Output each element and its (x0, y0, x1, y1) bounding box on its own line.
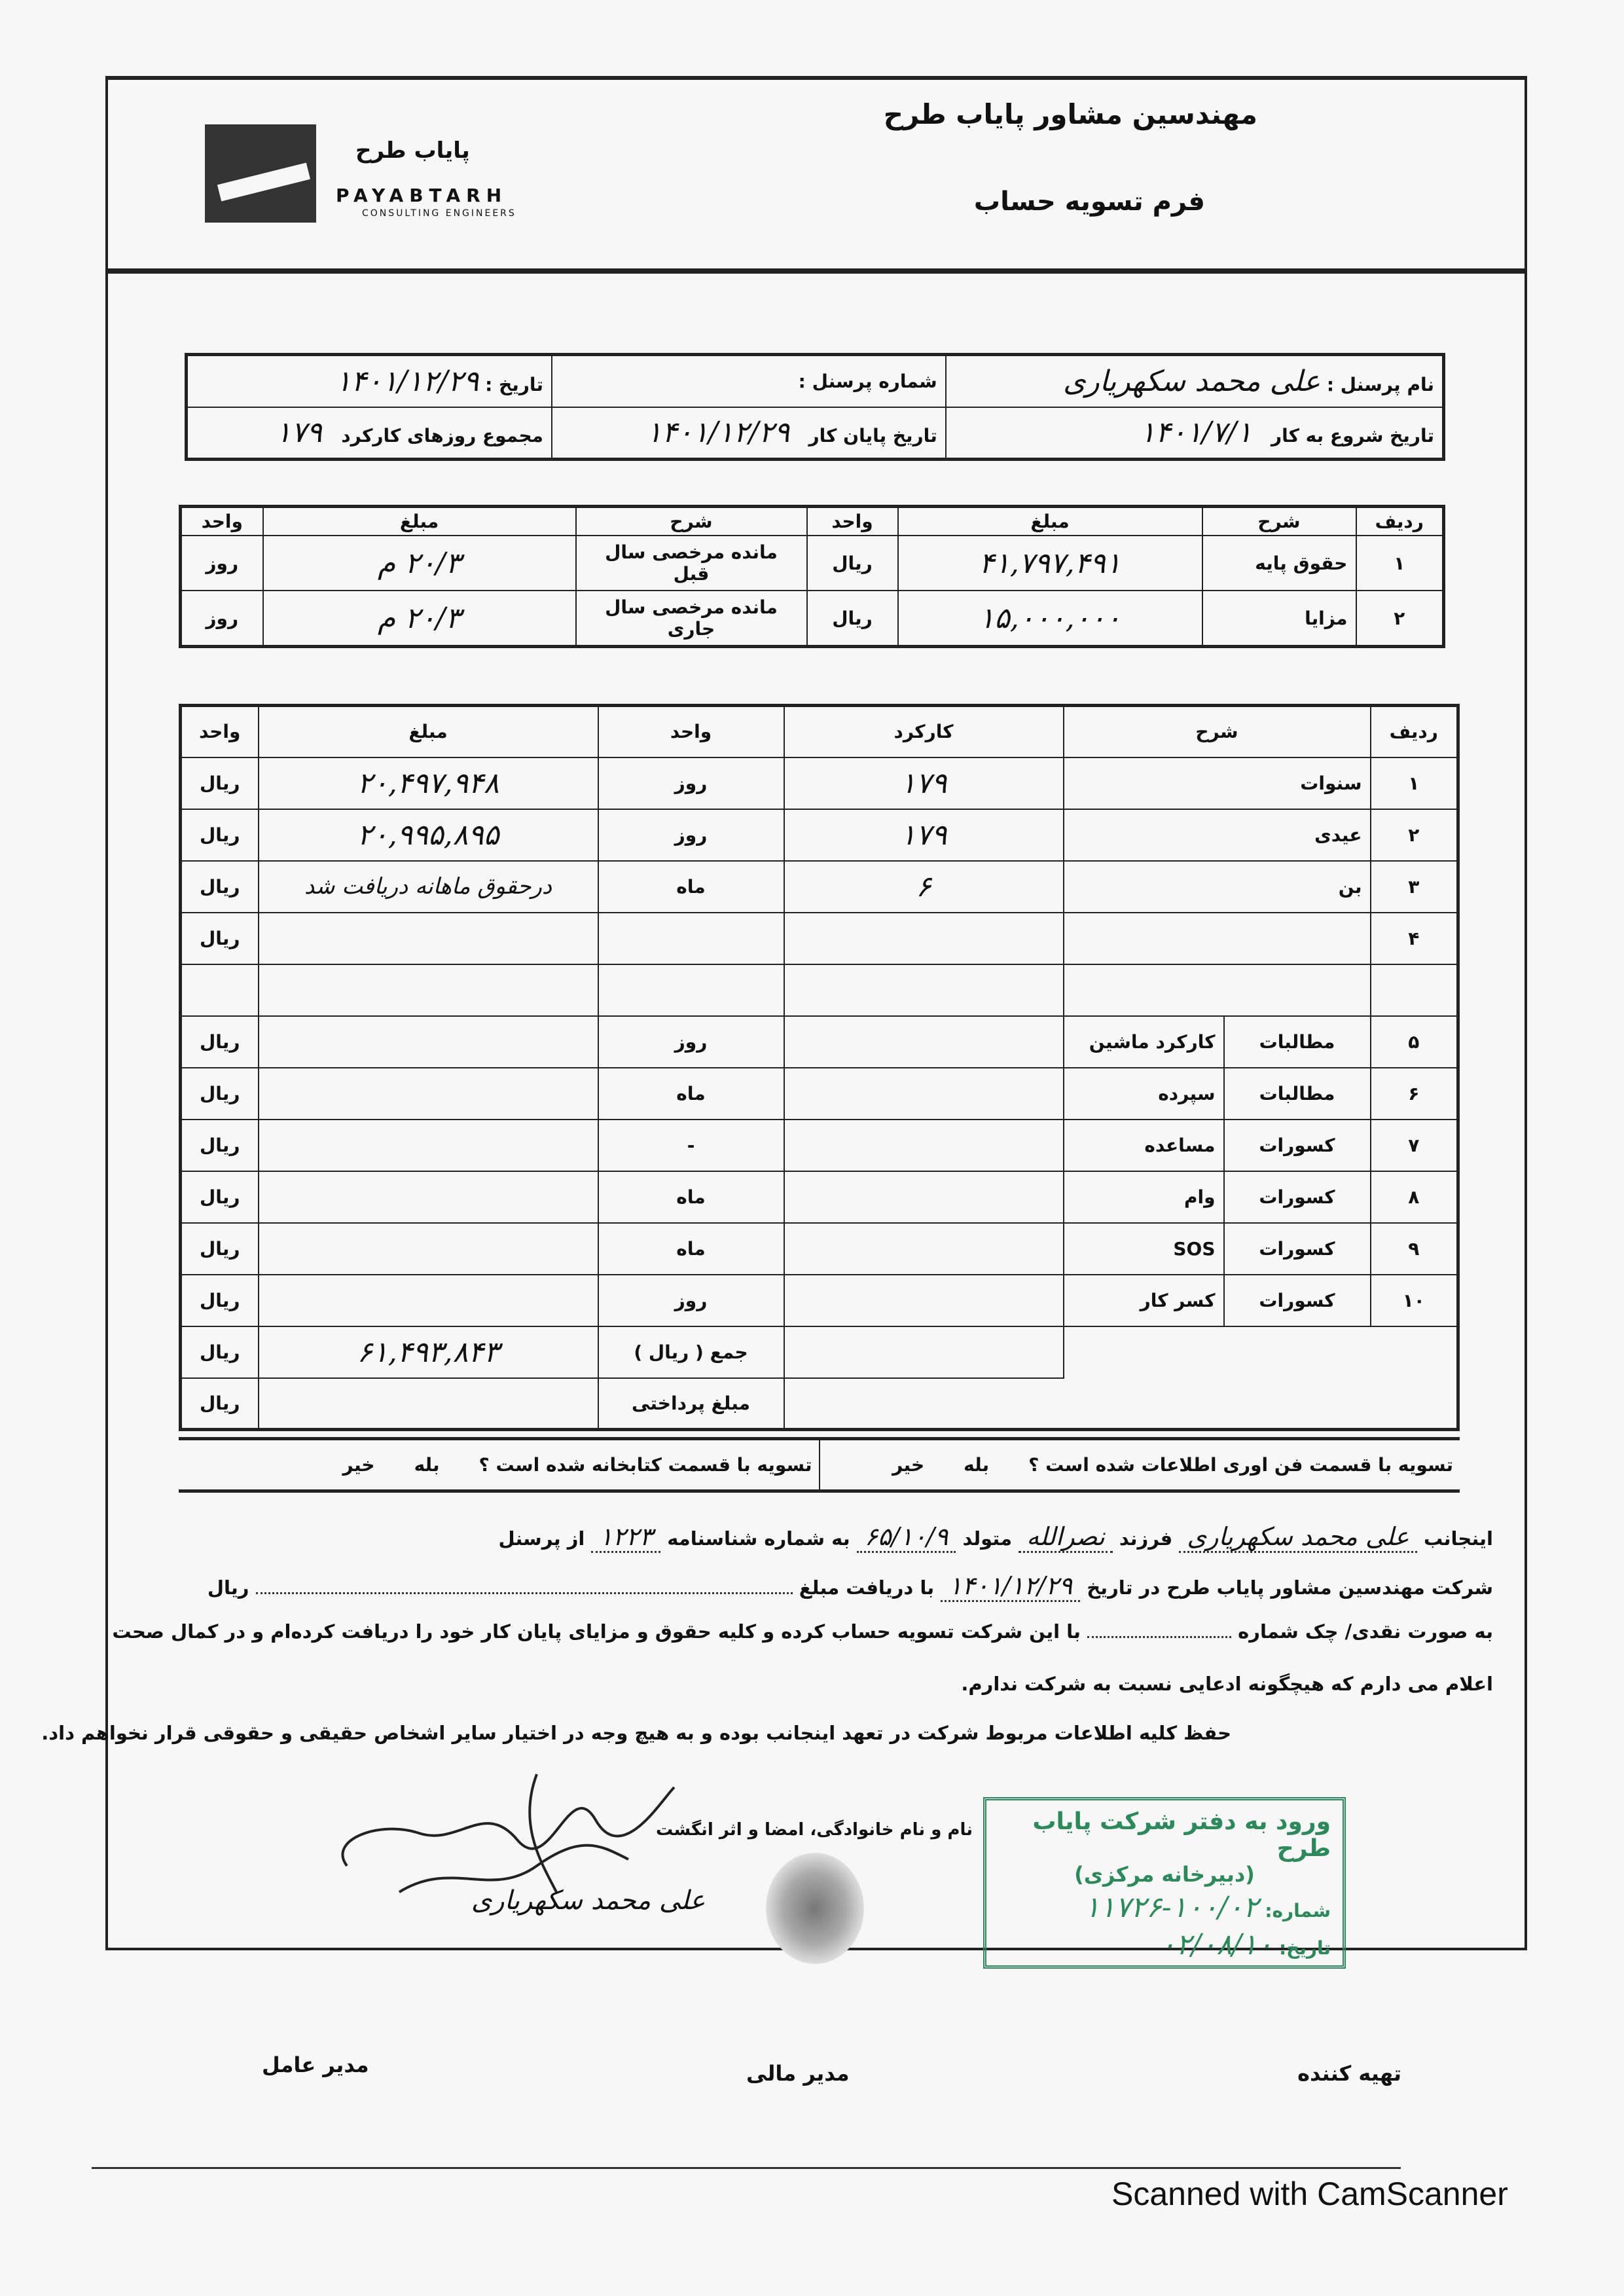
cell: ۲۰/۳ م (263, 536, 576, 591)
row-work (784, 1275, 1064, 1326)
stamp-number: شماره: ۱۰۰/۰۲-۱۱۷۲۶ (1084, 1891, 1331, 1924)
paid-row (181, 1378, 1458, 1430)
row-work (784, 1171, 1064, 1223)
registry-stamp (983, 1797, 1346, 1969)
row-number: ۲ (1371, 809, 1458, 861)
camscanner-watermark: Scanned with CamScanner (1111, 2176, 1508, 2212)
row-unit: ماه (598, 1171, 784, 1223)
cell: حقوق پایه (1202, 536, 1356, 591)
row-unit: روز (598, 809, 784, 861)
father-fill: نصرالله (1019, 1522, 1113, 1553)
row-unit: روز (598, 757, 784, 809)
logo-text-en: PAYABTARH (336, 185, 508, 206)
settlement-questions (179, 1437, 1460, 1493)
col-header: واحد (181, 507, 263, 536)
col-header: کارکرد (784, 706, 1064, 757)
declaration-line-5: حفظ کلیه اطلاعات مربوط شرکت در تعهد اینجانب بوده و به هیچ وجه در اختیار سایر اشخاص حقیقی و حقوقی قرار نخواهم داد. (41, 1722, 1231, 1744)
col-header: شرح (576, 507, 807, 536)
it-no-option[interactable]: خیر (892, 1454, 925, 1476)
col-header: واحد (598, 706, 784, 757)
row-unit: ماه (598, 1068, 784, 1120)
row-number: ۴ (1371, 913, 1458, 964)
row-number: ۱ (1371, 757, 1458, 809)
stamp-title: ورود به دفتر شرکت پایاب طرح (1032, 1808, 1331, 1862)
row-work (784, 1068, 1064, 1120)
row-amount (259, 1223, 598, 1275)
row-number: ۵ (1371, 1016, 1458, 1068)
row-amount (259, 1171, 598, 1223)
library-yes-option[interactable]: بله (414, 1454, 440, 1476)
row-amount: ۲۰,۹۹۵,۸۹۵ (259, 809, 598, 861)
form-title: فرم تسویه حساب (973, 187, 1205, 217)
row-description (1064, 913, 1371, 964)
row-number (1371, 964, 1458, 1016)
row-amount (259, 1016, 598, 1068)
row-description: SOS (1064, 1223, 1224, 1275)
settle-date-fill: ۱۴۰۱/۱۲/۲۹ (941, 1571, 1080, 1602)
table-row (181, 757, 1458, 809)
cell: ریال (807, 536, 898, 591)
cell: ریال (807, 591, 898, 646)
stamp-subtitle: (دبیرخانه مرکزی) (1074, 1862, 1255, 1887)
row-currency: ریال (181, 1016, 259, 1068)
row-amount (259, 964, 598, 1016)
row-category: مطالبات (1224, 1068, 1371, 1120)
row-amount (259, 1275, 598, 1326)
row-number: ۱۰ (1371, 1275, 1458, 1326)
sum-label: جمع ( ریال ) (598, 1326, 784, 1378)
row-unit: روز (598, 1016, 784, 1068)
sum-row (181, 1326, 1458, 1378)
row-currency: ریال (181, 1120, 259, 1171)
birth-fill: ۶۵/۱۰/۹ (857, 1522, 956, 1553)
signature-written-name: علی محمد سکهریاری (471, 1886, 706, 1916)
table-row (181, 1016, 1458, 1068)
table-row (181, 809, 1458, 861)
row-amount (259, 1068, 598, 1120)
cell: روز (181, 591, 263, 646)
row-currency (181, 964, 259, 1016)
col-header: واحد (807, 507, 898, 536)
personnel-no-cell: شماره پرسنل : (552, 355, 946, 407)
table-row (181, 1275, 1458, 1326)
row-description: مساعده (1064, 1120, 1224, 1171)
row-category: کسورات (1224, 1171, 1371, 1223)
cell: ۲ (1356, 591, 1444, 646)
row-unit: روز (598, 1275, 784, 1326)
signature-label: نام و نام خانوادگی، امضا و اثر انگشت (656, 1820, 973, 1840)
table-row (181, 1223, 1458, 1275)
row-currency: ریال (181, 1068, 259, 1120)
it-settlement: تسویه با قسمت فن اوری اطلاعات شده است ؟ بله خیر (819, 1440, 1460, 1489)
row-description: وام (1064, 1171, 1224, 1223)
start-date-cell: تاریخ شروع به کار ۱۴۰۱/۷/۱ (946, 407, 1444, 460)
col-header: مبلغ (263, 507, 576, 536)
row-amount (259, 1120, 598, 1171)
finance-manager-label: مدیر مالی (746, 2061, 850, 2086)
table-row (181, 536, 1444, 591)
total-days-cell: مجموع روزهای کارکرد ۱۷۹ (187, 407, 552, 460)
logo-mark-icon (205, 124, 316, 223)
row-currency: ریال (181, 861, 259, 913)
declaration-line-3: به صورت نقدی/ چک شماره با این شرکت تسویه حساب کرده و کلیه حقوق و مزایای پایان کار خود را دریافت کرده‌ام و در کمال صحت (112, 1620, 1493, 1643)
row-category: کسورات (1224, 1120, 1371, 1171)
row-amount: درحقوق ماهانه دریافت شد (259, 861, 598, 913)
cell: ۲۰/۳ م (263, 591, 576, 646)
preparer-label: تهیه کننده (1297, 2061, 1401, 2086)
logo-subtitle: CONSULTING ENGINEERS (362, 208, 516, 219)
row-category: کسورات (1224, 1275, 1371, 1326)
row-work: ۱۷۹ (784, 809, 1064, 861)
paid-currency: ریال (181, 1378, 259, 1430)
fingerprint-icon (766, 1853, 864, 1964)
table-row (181, 964, 1458, 1016)
row-currency: ریال (181, 913, 259, 964)
col-header: مبلغ (259, 706, 598, 757)
row-description: عیدی (1064, 809, 1371, 861)
row-currency: ریال (181, 1275, 259, 1326)
row-unit: ماه (598, 1223, 784, 1275)
date-cell: تاریخ : ۱۴۰۱/۱۲/۲۹ (187, 355, 552, 407)
row-currency: ریال (181, 757, 259, 809)
name-fill: علی محمد سکهریاری (1179, 1522, 1416, 1553)
table-row (181, 591, 1444, 646)
cell: ۱۵,۰۰۰,۰۰۰ (898, 591, 1202, 646)
row-number: ۸ (1371, 1171, 1458, 1223)
row-number: ۹ (1371, 1223, 1458, 1275)
row-unit: ماه (598, 861, 784, 913)
row-number: ۷ (1371, 1120, 1458, 1171)
row-work (784, 964, 1064, 1016)
row-amount: ۲۰,۴۹۷,۹۴۸ (259, 757, 598, 809)
row-currency: ریال (181, 1171, 259, 1223)
row-currency: ریال (181, 809, 259, 861)
row-description: سپرده (1064, 1068, 1224, 1120)
row-unit: - (598, 1120, 784, 1171)
row-amount (259, 913, 598, 964)
row-category: کسورات (1224, 1223, 1371, 1275)
row-number: ۶ (1371, 1068, 1458, 1120)
declaration-line-4: اعلام می دارم که هیچگونه ادعایی نسبت به شرکت ندارم. (961, 1673, 1493, 1695)
row-work (784, 1120, 1064, 1171)
row-description: بن (1064, 861, 1371, 913)
col-header: شرح (1202, 507, 1356, 536)
declaration-line-2: شرکت مهندسین مشاور پایاب طرح در تاریخ ۱۴۰۱/۱۲/۲۹ با دریافت مبلغ ریال (145, 1571, 1493, 1600)
row-description: سنوات (1064, 757, 1371, 809)
row-work (784, 1223, 1064, 1275)
stamp-date: تاریخ: ۰۲/۰۸/۱۰ (1160, 1928, 1331, 1961)
logo-text-fa: پایاب طرح (355, 137, 470, 164)
row-unit (598, 964, 784, 1016)
paid-value (259, 1378, 598, 1430)
cell: روز (181, 536, 263, 591)
row-work (784, 1016, 1064, 1068)
company-name: مهندسین مشاور پایاب طرح (883, 98, 1257, 130)
cell: مزایا (1202, 591, 1356, 646)
table-row (181, 861, 1458, 913)
col-header: ردیف (1356, 507, 1444, 536)
col-header: شرح (1064, 706, 1371, 757)
sum-currency: ریال (181, 1326, 259, 1378)
company-logo (205, 124, 558, 223)
row-description (1064, 964, 1371, 1016)
it-yes-option[interactable]: بله (964, 1454, 990, 1476)
id-fill: ۱۲۲۳ (591, 1522, 660, 1553)
cell: ۴۱,۷۹۷,۴۹۱ (898, 536, 1202, 591)
bottom-line (92, 2167, 1401, 2169)
row-description: کارکرد ماشین (1064, 1016, 1224, 1068)
declaration-line-1: اینجانب علی محمد سکهریاری فرزند نصرالله متولد ۶۵/۱۰/۹ به شماره شناسنامه ۱۲۲۳ از پرسنل (145, 1522, 1493, 1551)
personnel-info-table (185, 353, 1445, 461)
sum-value: ۶۱,۴۹۳,۸۴۳ (259, 1326, 598, 1378)
row-currency: ریال (181, 1223, 259, 1275)
row-work: ۶ (784, 861, 1064, 913)
cell: مانده مرخصی سال قبل (576, 536, 807, 591)
row-category: مطالبات (1224, 1016, 1371, 1068)
table-row (181, 913, 1458, 964)
table-row (181, 1120, 1458, 1171)
col-header: مبلغ (898, 507, 1202, 536)
table-row (181, 1171, 1458, 1223)
row-number: ۳ (1371, 861, 1458, 913)
col-header: ردیف (1371, 706, 1458, 757)
table-row (181, 1068, 1458, 1120)
library-no-option[interactable]: خیر (342, 1454, 375, 1476)
row-description: کسر کار (1064, 1275, 1224, 1326)
salary-table (179, 505, 1445, 648)
row-work (784, 913, 1064, 964)
settlement-items-table (179, 704, 1460, 1431)
paid-label: مبلغ پرداختی (598, 1378, 784, 1430)
row-unit (598, 913, 784, 964)
ceo-label: مدیر عامل (262, 2052, 369, 2077)
cell: ۱ (1356, 536, 1444, 591)
library-settlement: تسویه با قسمت کتابخانه شده است ؟ بله خیر (342, 1454, 812, 1476)
end-date-cell: تاریخ پایان کار ۱۴۰۱/۱۲/۲۹ (552, 407, 946, 460)
col-header: واحد (181, 706, 259, 757)
row-work: ۱۷۹ (784, 757, 1064, 809)
name-cell: نام پرسنل : علی محمد سکهریاری (946, 355, 1444, 407)
cell: مانده مرخصی سال جاری (576, 591, 807, 646)
